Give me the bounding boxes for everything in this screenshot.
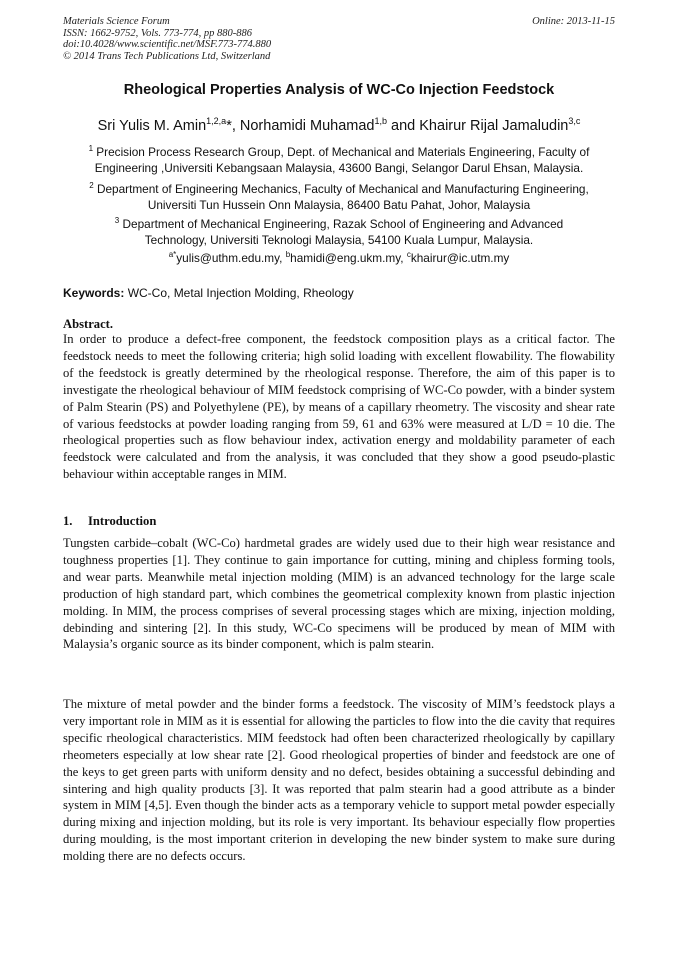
journal-doi: doi:10.4028/www.scientific.net/MSF.773-774.880 <box>63 39 272 50</box>
keywords-text: WC-Co, Metal Injection Molding, Rheology <box>124 286 354 300</box>
journal-copyright: © 2014 Trans Tech Publications Ltd, Switzerland <box>63 50 271 62</box>
section-number: 1. <box>63 514 73 528</box>
affiliation-3 <box>40 213 638 249</box>
author-name: , Norhamidi Muhamad <box>231 117 375 134</box>
abstract-text: In order to produce a defect-free component, the feedstock composition plays as a critical factor. The feedstock needs to meet the following criteria; high solid loading with excellent flowability. The flowability of the feedstock is greatly determined by the rheological response. Therefore, the aim of this paper is to investigate the rheological behaviour of MIM feedstock comprising of WC-Co powder, with a binder system of Palm Stearin (PS) and Polyethylene (PE), by means of a capillary rheometry. The viscosity and shear rate of various feedstocks at powder loading ranging from 59, 61 and 63% were measured at L/D = 10 die. The rheological properties such as flow behaviour index, activation energy and moldability parameter of each feedstock were calculated and from the analysis, it was concluded that they show a good pseudo-plastic behaviour within acceptable ranges in MIM. <box>63 332 615 482</box>
keywords <box>63 286 615 300</box>
intro-paragraph-2: The mixture of metal powder and the binder forms a feedstock. The viscosity of MIM’s feedstock plays a very important role in MIM as it is essential for allowing the particles to flow into the die cavity that requires specific rheological characteristics. MIM feedstock had often been characterized rheologically by capillary rheometers especially at low shear rate [2]. Good rheological properties of binder and feedstock are one of the keys to get green parts with uniform density and no defect, besides obtaining a successful debinding and sintering and high quality products [3]. It was reported that palm stearin had a good attribute as a binder system in MIM [4,5]. Even though the binder acts as a temporary vehicle to support metal powder especially during mixing and injection molding, but its role is very important. Its behaviour especially flow properties during moulding, is the most important criterion in developing the new binder system to make sure during molding there are no defects occurs. <box>63 697 615 864</box>
journal-name: Materials Science Forum <box>63 16 170 27</box>
affiliation-number: 2 <box>89 181 94 190</box>
online-date: Online: 2013-11-15 <box>532 16 615 27</box>
intro-paragraph-1: Tungsten carbide–cobalt (WC-Co) hardmetal grades are widely used due to their high wear resistance and toughness properties [1]. They continue to gain importance for cutting, mining and chipless forming tools, and wear parts. Meanwhile metal injection molding (MIM) is an advanced technology for the large scale production of high standard part, which combines the geometrical complexity known from plastic injection molding. In MIM, the process comprises of several processing stages which are mixing, injection molding, debinding and sintering [2]. In this study, WC-Co specimens will be produced by mean of MIM with Malaysia’s organic source as its binder component, which is palm stearin. <box>63 536 615 652</box>
affiliation-line: Technology, Universiti Teknologi Malaysia, 54100 Kuala Lumpur, Malaysia. <box>144 233 534 248</box>
section-title: Introduction <box>88 514 157 528</box>
affiliation-line: $^1$ Precision Process Research Group, Dept. of Mechanical and Materials Engineering, Faculty of <box>88 144 590 159</box>
author-name: and Khairur Rijal Jamaludin <box>387 117 569 134</box>
author-list <box>40 116 638 134</box>
affiliation-number: 3 <box>114 216 120 225</box>
journal-issn: ISSN: 1662-9752, Vols. 773-774, pp 880-886 <box>63 27 252 39</box>
author-superscript: 1,b <box>374 116 388 126</box>
author-name: Sri Yulis M. Amin <box>97 117 207 134</box>
email-link[interactable]: hamidi@eng.ukm.my, <box>290 250 407 265</box>
email-link[interactable]: yulis@uthm.edu.my, <box>176 250 286 265</box>
affiliation-line: $^2$ Department of Engineering Mechanics, Faculty of Mechanical and Manufacturing Engineering, <box>89 181 589 196</box>
email-link[interactable]: khairur@ic.utm.my <box>410 250 510 265</box>
author-superscript: 1,2,a <box>206 116 227 126</box>
affiliation-line: Engineering ,Universiti Kebangsaan Malaysia, 43600 Bangi, Selangor Darul Ehsan, Malaysia. <box>94 161 584 176</box>
affiliation-number: 1 <box>88 144 94 153</box>
affiliation-1 <box>40 141 638 177</box>
section-heading <box>63 513 156 530</box>
author-superscript: 3,c <box>568 116 581 126</box>
paper-title: Rheological Properties Analysis of WC-Co Injection Feedstock <box>123 82 555 98</box>
affiliation-2 <box>40 178 638 214</box>
author-emails: $^{a*}$yulis@uthm.edu.my, $^b$hamidi@eng.ukm.my, $^c$khairur@ic.utm.my <box>168 250 510 265</box>
journal-header <box>63 16 615 62</box>
keywords-label: Keywords: <box>63 286 125 300</box>
corresponding-mark: * <box>226 117 232 134</box>
affiliation-line: Universiti Tun Hussein Onn Malaysia, 86400 Batu Pahat, Johor, Malaysia <box>147 198 531 213</box>
affiliation-line: $^3$ Department of Mechanical Engineering, Razak School of Engineering and Advanced <box>114 216 564 231</box>
abstract-heading: Abstract. <box>63 317 114 331</box>
